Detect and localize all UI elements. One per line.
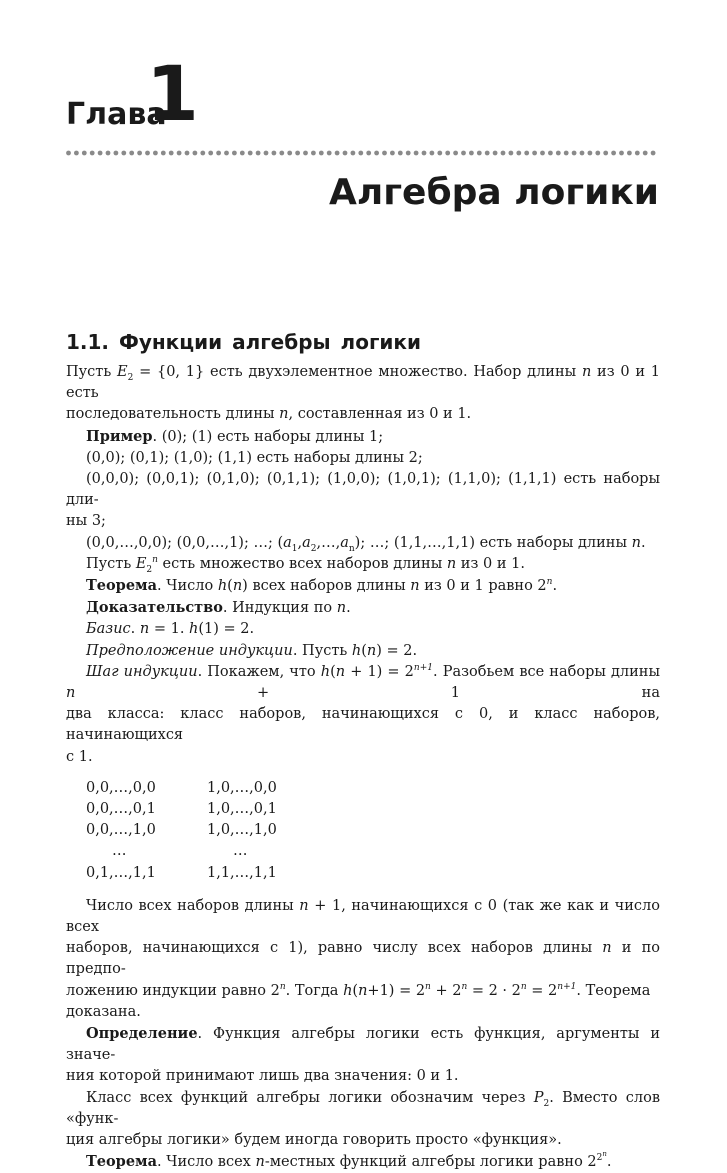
basis-paragraph: Базис. n = 1. h(1) = 2. — [86, 621, 255, 638]
proof-label: Доказательство — [86, 599, 223, 617]
chapter-title: Алгебра логики — [329, 172, 659, 213]
theorem-2: Теорема. Число всех n-местных функций алгебры логики равно $2^{2^n}$. — [86, 1150, 612, 1171]
chapter-number: 1 — [146, 49, 199, 138]
definition-paragraph: Определение. Функция алгебры логики есть функция, аргументы и значе- — [66, 1025, 660, 1064]
induction-step: Шаг индукции. Покажем, что $h(n + 1) = 2^{n+1}$. Разобьем все наборы длины n + 1 на — [66, 663, 661, 702]
proof-paragraph: Доказательство. Индукция по n. — [86, 599, 351, 617]
example-paragraph: Пример. (0); (1) есть наборы длины 1; — [86, 427, 384, 445]
set-definition: Пусть $E_2^n$ есть множество всех наборов длины n из 0 и 1. — [86, 555, 525, 575]
class-paragraph: Класс всех функций алгебры логики обозначим через $P_2$. Вместо слов «функ- — [66, 1089, 660, 1127]
example-label: Пример — [86, 427, 153, 445]
body-text: Пусть $E_2 = \{0$, 1} есть двухэлементное множество. Набор длины n из 0 и 1 есть последовательность длины n, составленная из 0 и 1. Пример. (0); (1) есть наборы длины 1; (0,0); (0,1); (1,0); (1,1) есть наборы длины 2; (0,0,0); (0,0,1); (0,1,0); (0,1,1); (1,0,0); (1,0,1); (1,1,0); (1,1,1) есть наборы дли- ны 3; (0,0,…,0,0); (0,0,…,1); …; $(a_1,a_2,\dots,a_n)$; …; (1,1,…,1,1) есть наборы длины n. Пусть $E_2^n$ есть множество всех наборов длины n из 0 и 1. Теорема. Число h(n) всех наборов длины n из 0 и 1 равно 2$^n$. Доказательство. Индукция по n. Базис. n = 1. h(1) = 2. Предположение индукции. Пусть h(n) = 2. Шаг индукции. Покажем, что $h(n + 1) = 2^{n+1}$. Разобьем все наборы длины n + 1 на два класса: класс наборов, начинающихся с 0, и класс наборов, начинающихся с 1. 0,0,…,0,0 1,0,…,0,0 0,0,…,0,1 1,0,…,0,1 0,0,…,1,0 1,0,…,1,0 … … 0,1,…,1,1 1,1,…,1,1 Число всех наборов длины n + 1, начинающихся с 0 (так же как и число всех наборов, начинающихся с 1), равно числу всех наборов длины n и по предпо- ложению индукции равно 2$^n$. Тогда $h(n+1) = 2^n + 2^n = 2 \cdot 2^n = 2^{n+1}$. Теорема доказана. Определение. Функция алгебры логики есть функция, аргументы и значе- ния которой принимают лишь два значения: 0 и 1. Класс всех функций алгебры логики обозначим через $P_2$. Вместо слов «функ- ция алгебры логики» будем иногда говорить просто «функция». Теорема. Число всех n-местных функций алгебры логики равно $2^{2^n}$. — [66, 362, 660, 1173]
table-row: … … — [112, 843, 248, 860]
theorem-label: Теорема — [86, 1153, 158, 1171]
table-row: 0,0,…,1,0 1,0,…,1,0 — [86, 822, 277, 839]
table-row: 0,0,…,0,1 1,0,…,0,1 — [86, 801, 277, 818]
section-title: 1.1. Функции алгебры логики — [66, 330, 421, 354]
definition-label: Определение — [86, 1025, 198, 1043]
paragraph-intro: Пусть $E_2 = \{0$, 1} есть двухэлементное множество. Набор длины n из 0 и 1 есть — [66, 364, 661, 402]
dotted-divider — [66, 150, 659, 156]
sets-table — [86, 778, 660, 884]
chapter-label: Глава — [66, 97, 167, 132]
count-paragraph: Число всех наборов длины n + 1, начинающихся с 0 (так же как и число всех — [66, 897, 660, 935]
theorem-label: Теорема — [86, 577, 158, 595]
table-row: 0,1,…,1,1 1,1,…,1,1 — [86, 864, 277, 881]
table-row: 0,0,…,0,0 1,0,…,0,0 — [86, 779, 277, 796]
hypothesis-paragraph: Предположение индукции. Пусть h(n) = 2. — [86, 642, 418, 659]
theorem-1: Теорема. Число h(n) всех наборов длины n из 0 и 1 равно 2$^n$. — [86, 577, 558, 595]
